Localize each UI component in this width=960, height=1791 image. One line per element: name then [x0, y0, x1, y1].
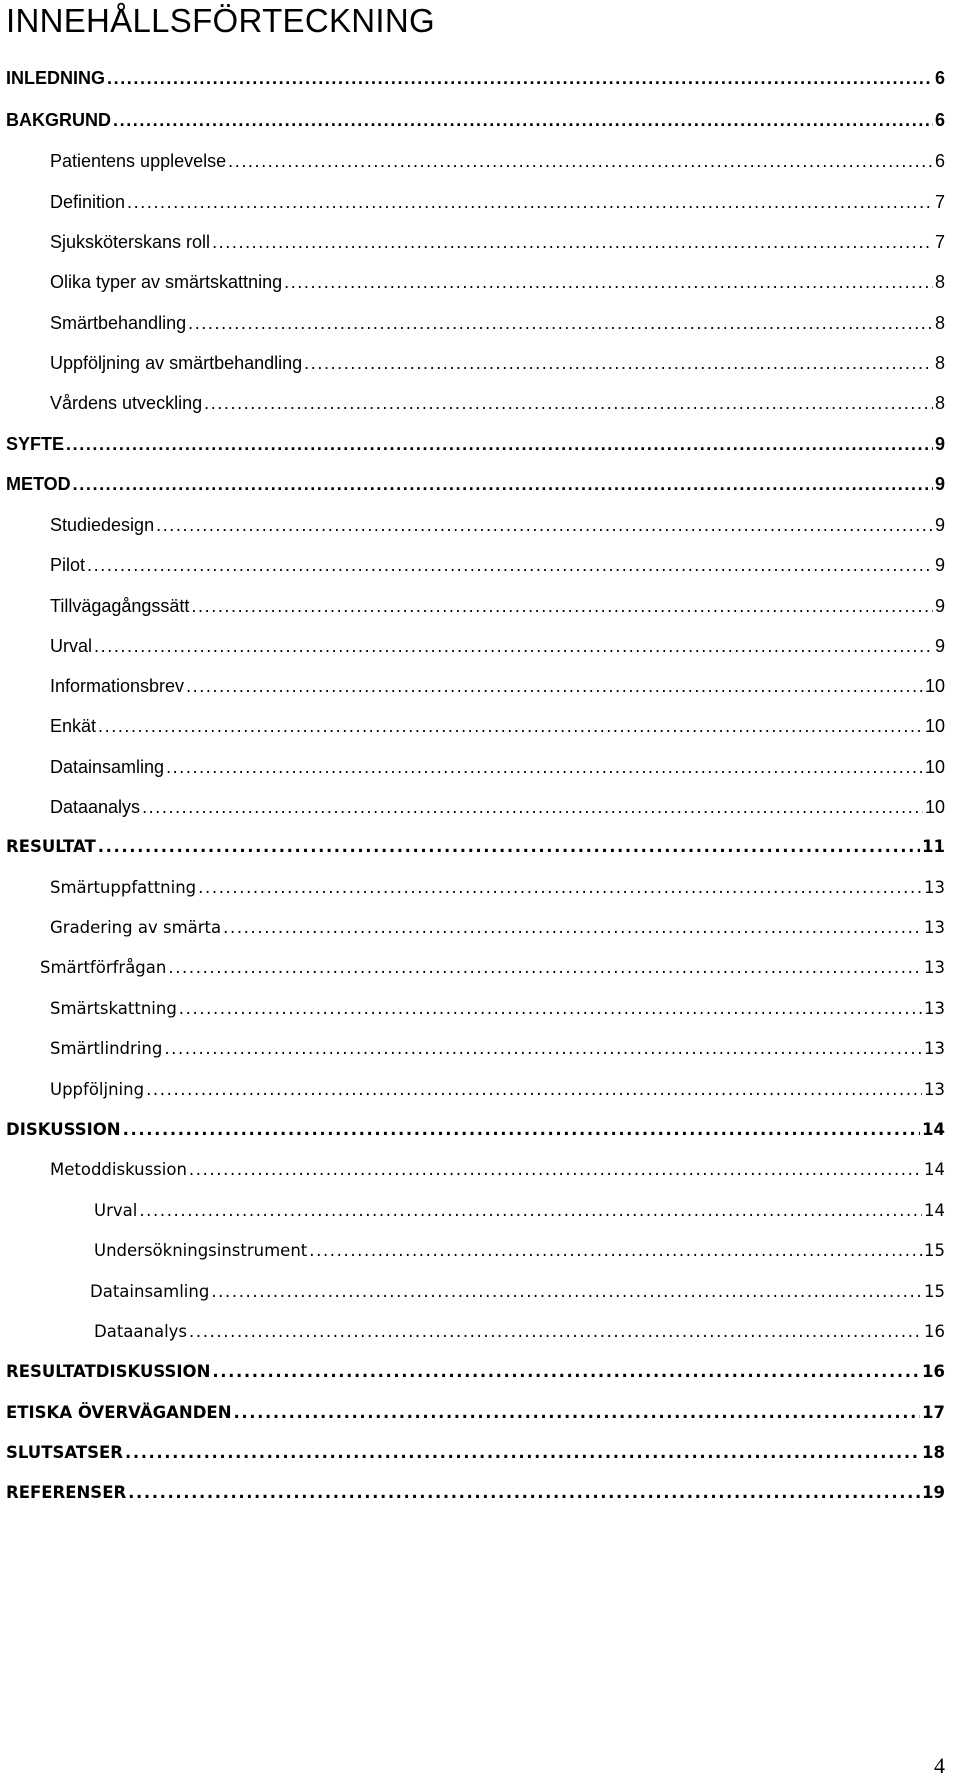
toc-leader-dots — [125, 1443, 920, 1462]
toc-entry-page: 9 — [934, 515, 945, 535]
toc-entry[interactable] — [6, 68, 945, 96]
toc-entry-label: Smärtuppfattning — [50, 878, 197, 897]
toc-entry-page: 9 — [934, 555, 945, 575]
toc-entry-page: 8 — [934, 272, 945, 292]
toc-entry-label: Gradering av smärta — [50, 918, 222, 937]
toc-entry-page: 17 — [922, 1403, 945, 1422]
toc-entry-page: 13 — [924, 1039, 945, 1058]
toc-entry-page: 13 — [924, 918, 945, 937]
toc-entry[interactable] — [50, 393, 945, 421]
toc-leader-dots — [228, 151, 933, 172]
toc-leader-dots — [204, 393, 933, 414]
toc-entry-page: 8 — [934, 353, 945, 373]
toc-leader-dots — [107, 68, 933, 89]
toc-leader-dots — [304, 353, 933, 374]
toc-entry-label: Smärtförfrågan — [40, 958, 167, 977]
toc-leader-dots — [186, 676, 923, 697]
toc-entry-label: Uppföljning — [50, 1080, 145, 1099]
toc-entry-page: 10 — [924, 797, 945, 817]
toc-entry[interactable] — [50, 797, 945, 825]
toc-leader-dots — [189, 1322, 922, 1341]
toc-entry-label: ETISKA ÖVERVÄGANDEN — [6, 1403, 232, 1422]
toc-entry-page: 18 — [922, 1443, 945, 1462]
toc-entry-label: REFERENSER — [6, 1483, 127, 1502]
toc-entry[interactable] — [50, 515, 945, 543]
toc-entry-label: SYFTE — [6, 434, 65, 454]
toc-entry-label: Sjuksköterskans roll — [50, 232, 211, 252]
toc-leader-dots — [223, 918, 922, 937]
toc-leader-dots — [309, 1241, 922, 1260]
toc-leader-dots — [191, 596, 933, 617]
toc-leader-dots — [73, 474, 933, 495]
toc-entry-page: 11 — [922, 837, 945, 856]
toc-entry-page: 15 — [924, 1282, 945, 1301]
toc-entry-label: Smärtlindring — [50, 1039, 163, 1058]
toc-leader-dots — [94, 636, 933, 657]
toc-leader-dots — [142, 797, 923, 818]
toc-entry-label: Enkät — [50, 716, 97, 736]
toc-entry-label: Pilot — [50, 555, 86, 575]
toc-entry-page: 14 — [924, 1201, 945, 1220]
toc-entry[interactable] — [94, 1241, 945, 1269]
toc-entry-label: Informationsbrev — [50, 676, 185, 696]
toc-entry-page: 13 — [924, 958, 945, 977]
toc-entry[interactable] — [6, 1443, 945, 1471]
toc-entry[interactable] — [6, 1362, 945, 1390]
toc-entry-label: Urval — [50, 636, 93, 656]
toc-leader-dots — [128, 1483, 920, 1502]
toc-entry-page: 9 — [934, 636, 945, 656]
toc-entry-label: Tillvägagångssätt — [50, 596, 190, 616]
toc-entry[interactable] — [6, 1120, 945, 1148]
toc-entry[interactable] — [50, 1160, 945, 1188]
toc-entry-page: 9 — [934, 596, 945, 616]
toc-entry-label: Definition — [50, 192, 126, 212]
toc-title: INNEHÅLLSFÖRTECKNING — [6, 2, 435, 39]
page-number: 4 — [934, 1753, 945, 1778]
toc-entry-label: Dataanalys — [50, 797, 141, 817]
toc-entry[interactable] — [50, 757, 945, 785]
toc-leader-dots — [212, 1362, 920, 1381]
toc-leader-dots — [146, 1080, 922, 1099]
toc-entry-label: DISKUSSION — [6, 1120, 121, 1139]
toc-entry-page: 16 — [922, 1362, 945, 1381]
toc-entry-label: RESULTATDISKUSSION — [6, 1362, 211, 1381]
toc-entry-page: 10 — [924, 757, 945, 777]
toc-entry-label: Undersökningsinstrument — [94, 1241, 308, 1260]
toc-entry[interactable] — [50, 716, 945, 744]
toc-entry-page: 6 — [934, 151, 945, 171]
toc-entry-label: Olika typer av smärtskattning — [50, 272, 283, 292]
toc-entry[interactable] — [50, 1080, 945, 1108]
toc-leader-dots — [127, 192, 933, 213]
toc-leader-dots — [168, 958, 922, 977]
toc-entry[interactable] — [6, 110, 945, 138]
toc-entry-page: 7 — [934, 232, 945, 252]
toc-entry-page: 6 — [934, 68, 945, 88]
toc-entry-label: INLEDNING — [6, 68, 105, 88]
toc-leader-dots — [189, 1160, 922, 1179]
toc-entry[interactable] — [50, 313, 945, 341]
toc-entry-page: 10 — [924, 676, 945, 696]
toc-leader-dots — [66, 434, 933, 455]
toc-entry[interactable] — [50, 555, 945, 583]
toc-entry[interactable] — [50, 1039, 945, 1067]
toc-leader-dots — [284, 272, 933, 293]
toc-leader-dots — [198, 878, 922, 897]
toc-leader-dots — [211, 1282, 922, 1301]
toc-leader-dots — [166, 757, 923, 778]
toc-entry-page: 10 — [924, 716, 945, 736]
toc-entry-page: 13 — [924, 999, 945, 1018]
toc-entry-label: Datainsamling — [90, 1282, 210, 1301]
toc-entry-label: Metoddiskussion — [50, 1160, 187, 1179]
toc-leader-dots — [179, 999, 922, 1018]
toc-entry-page: 15 — [924, 1241, 945, 1260]
toc-leader-dots — [164, 1039, 922, 1058]
toc-entry-page: 13 — [924, 878, 945, 897]
toc-entry[interactable] — [6, 1483, 945, 1511]
toc-entry[interactable] — [40, 958, 945, 986]
toc-entry-page: 7 — [934, 192, 945, 212]
toc-entry-page: 6 — [934, 110, 945, 130]
toc-entry-page: 14 — [924, 1160, 945, 1179]
toc-entry-page: 14 — [922, 1120, 945, 1139]
toc-entry[interactable] — [50, 918, 945, 946]
toc-entry[interactable] — [6, 1403, 945, 1431]
toc-entry[interactable] — [6, 837, 945, 865]
toc-entry-page: 16 — [924, 1322, 945, 1341]
toc-leader-dots — [188, 313, 933, 334]
toc-leader-dots — [156, 515, 933, 536]
toc-entry-page: 13 — [924, 1080, 945, 1099]
toc-entry[interactable] — [6, 474, 945, 502]
toc-entry[interactable] — [50, 151, 945, 179]
toc-entry[interactable] — [50, 353, 945, 381]
toc-leader-dots — [98, 837, 920, 856]
toc-entry-label: METOD — [6, 474, 71, 494]
toc-entry[interactable] — [94, 1322, 945, 1350]
toc-entry[interactable] — [94, 1201, 945, 1229]
toc-entry[interactable] — [50, 999, 945, 1027]
toc-entry[interactable] — [90, 1282, 945, 1310]
toc-entry[interactable] — [50, 676, 945, 704]
toc-entry-label: BAKGRUND — [6, 110, 111, 130]
toc-entry[interactable] — [50, 878, 945, 906]
toc-entry-label: Datainsamling — [50, 757, 165, 777]
toc-leader-dots — [234, 1403, 921, 1422]
toc-entry-page: 8 — [934, 393, 945, 413]
toc-entry[interactable] — [50, 596, 945, 624]
toc-leader-dots — [123, 1120, 920, 1139]
toc-entry[interactable] — [50, 636, 945, 664]
toc-entry-label: Uppföljning av smärtbehandling — [50, 353, 303, 373]
toc-entry[interactable] — [6, 434, 945, 462]
toc-entry-label: Smärtbehandling — [50, 313, 187, 333]
toc-leader-dots — [139, 1201, 922, 1220]
toc-entry[interactable] — [50, 272, 945, 300]
toc-entry[interactable] — [50, 232, 945, 260]
toc-leader-dots — [98, 716, 923, 737]
toc-entry[interactable] — [50, 192, 945, 220]
toc-entry-label: Urval — [94, 1201, 138, 1220]
toc-entry-label: SLUTSATSER — [6, 1443, 123, 1462]
toc-entry-label: Patientens upplevelse — [50, 151, 227, 171]
toc-entry-page: 8 — [934, 313, 945, 333]
toc-entry-page: 19 — [922, 1483, 945, 1502]
toc-leader-dots — [212, 232, 933, 253]
toc-entry-label: Vårdens utveckling — [50, 393, 203, 413]
toc-leader-dots — [87, 555, 933, 576]
toc-entry-label: RESULTAT — [6, 837, 96, 856]
toc-entry-label: Dataanalys — [94, 1322, 188, 1341]
toc-entry-label: Studiedesign — [50, 515, 155, 535]
toc-entry-label: Smärtskattning — [50, 999, 177, 1018]
toc-leader-dots — [113, 110, 933, 131]
toc-entry-page: 9 — [934, 434, 945, 454]
toc-entry-page: 9 — [934, 474, 945, 494]
